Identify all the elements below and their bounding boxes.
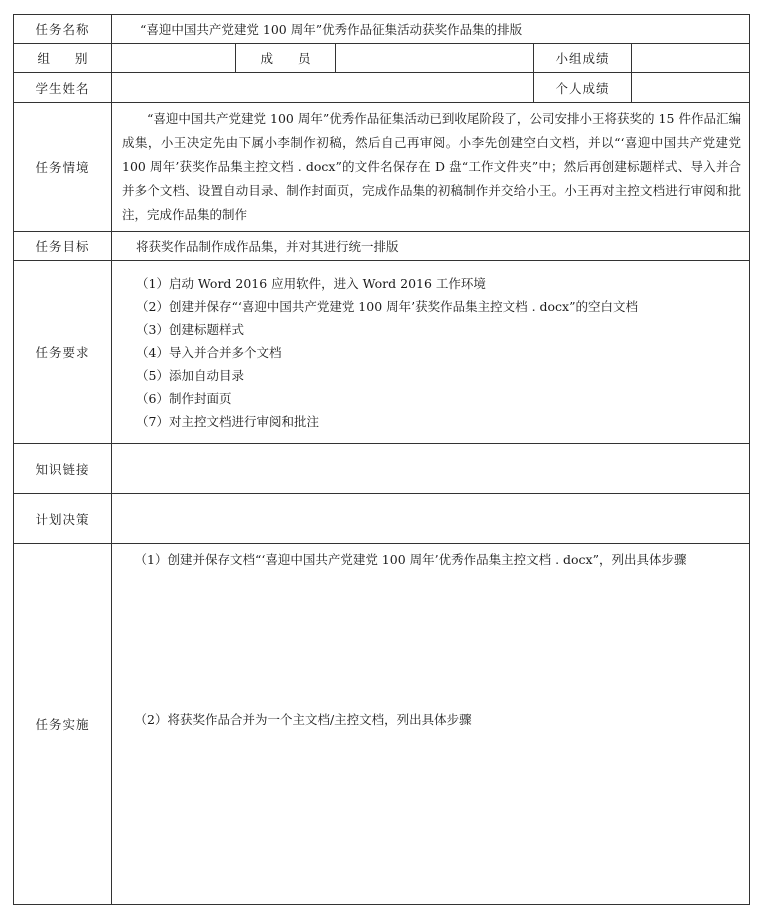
task-name-label: 任务名称 bbox=[14, 15, 112, 44]
row-plan bbox=[14, 494, 750, 544]
requirement-item: （3）创建标题样式 bbox=[136, 321, 244, 337]
group-score-field[interactable] bbox=[632, 44, 750, 73]
requirements-cell bbox=[112, 261, 750, 444]
row-scenario bbox=[14, 103, 750, 232]
group-label: 组 别 bbox=[14, 44, 112, 73]
group-value-field[interactable] bbox=[112, 44, 236, 73]
row-student bbox=[14, 73, 750, 103]
requirement-item: （1）启动 Word 2016 应用软件，进入 Word 2016 工作环境 bbox=[136, 275, 486, 291]
requirement-item: （4）导入并合并多个文档 bbox=[136, 344, 282, 360]
scenario-text: “喜迎中国共产党建党 100 周年”优秀作品征集活动已到收尾阶段了，公司安排小王将获奖的 15 件作品汇编成集，小王决定先由下属小李制作初稿，然后自己再审阅。小李先创建空白文档，并以“‘喜迎中国共产党建党 100 周年’获奖作品集主控文档 . docx”的文件名保存在 D 盘“工作文件夹”中；然后再创建标题样式、导入并合并多个文档、设置自动目录、制作封面页，完成作品集的初稿制作并交给小王。小王再对主控文档进行审阅和批注，完成作品集的制作 bbox=[122, 111, 741, 222]
student-name-label: 学生姓名 bbox=[14, 73, 112, 103]
members-label: 成 员 bbox=[236, 44, 336, 73]
knowledge-field[interactable] bbox=[112, 444, 750, 494]
row-implementation bbox=[14, 544, 750, 905]
implementation-field[interactable] bbox=[112, 544, 750, 905]
objective-label: 任务目标 bbox=[14, 232, 112, 261]
scenario-cell bbox=[112, 103, 750, 232]
requirements-label: 任务要求 bbox=[14, 261, 112, 444]
row-requirements bbox=[14, 261, 750, 444]
objective-text: 将获奖作品制作成作品集，并对其进行统一排版 bbox=[112, 232, 750, 261]
task-sheet-table bbox=[13, 14, 750, 905]
implementation-step-2: （2）将获奖作品合并为一个主文档/主控文档，列出具体步骤 bbox=[134, 712, 472, 727]
group-score-label: 小组成绩 bbox=[534, 44, 632, 73]
row-task-name bbox=[14, 15, 750, 44]
row-group bbox=[14, 44, 750, 73]
task-name-value: “喜迎中国共产党建党 100 周年”优秀作品征集活动获奖作品集的排版 bbox=[112, 15, 750, 44]
requirement-item: （7）对主控文档进行审阅和批注 bbox=[136, 413, 319, 429]
members-value-field[interactable] bbox=[336, 44, 534, 73]
personal-score-label: 个人成绩 bbox=[534, 73, 632, 103]
requirement-item: （6）制作封面页 bbox=[136, 390, 232, 406]
requirement-item: （2）创建并保存“‘喜迎中国共产党建党 100 周年’获奖作品集主控文档 . docx”的空白文档 bbox=[136, 298, 638, 314]
row-knowledge bbox=[14, 444, 750, 494]
plan-field[interactable] bbox=[112, 494, 750, 544]
requirement-item: （5）添加自动目录 bbox=[136, 367, 244, 383]
plan-label: 计划决策 bbox=[14, 494, 112, 544]
implementation-step-1: （1）创建并保存文档“‘喜迎中国共产党建党 100 周年’优秀作品集主控文档 . docx”，列出具体步骤 bbox=[134, 552, 687, 567]
personal-score-field[interactable] bbox=[632, 73, 750, 103]
row-objective bbox=[14, 232, 750, 261]
knowledge-label: 知识链接 bbox=[14, 444, 112, 494]
scenario-label: 任务情境 bbox=[14, 103, 112, 232]
implementation-label: 任务实施 bbox=[14, 544, 112, 905]
student-name-field[interactable] bbox=[112, 73, 534, 103]
requirements-list bbox=[112, 262, 749, 443]
